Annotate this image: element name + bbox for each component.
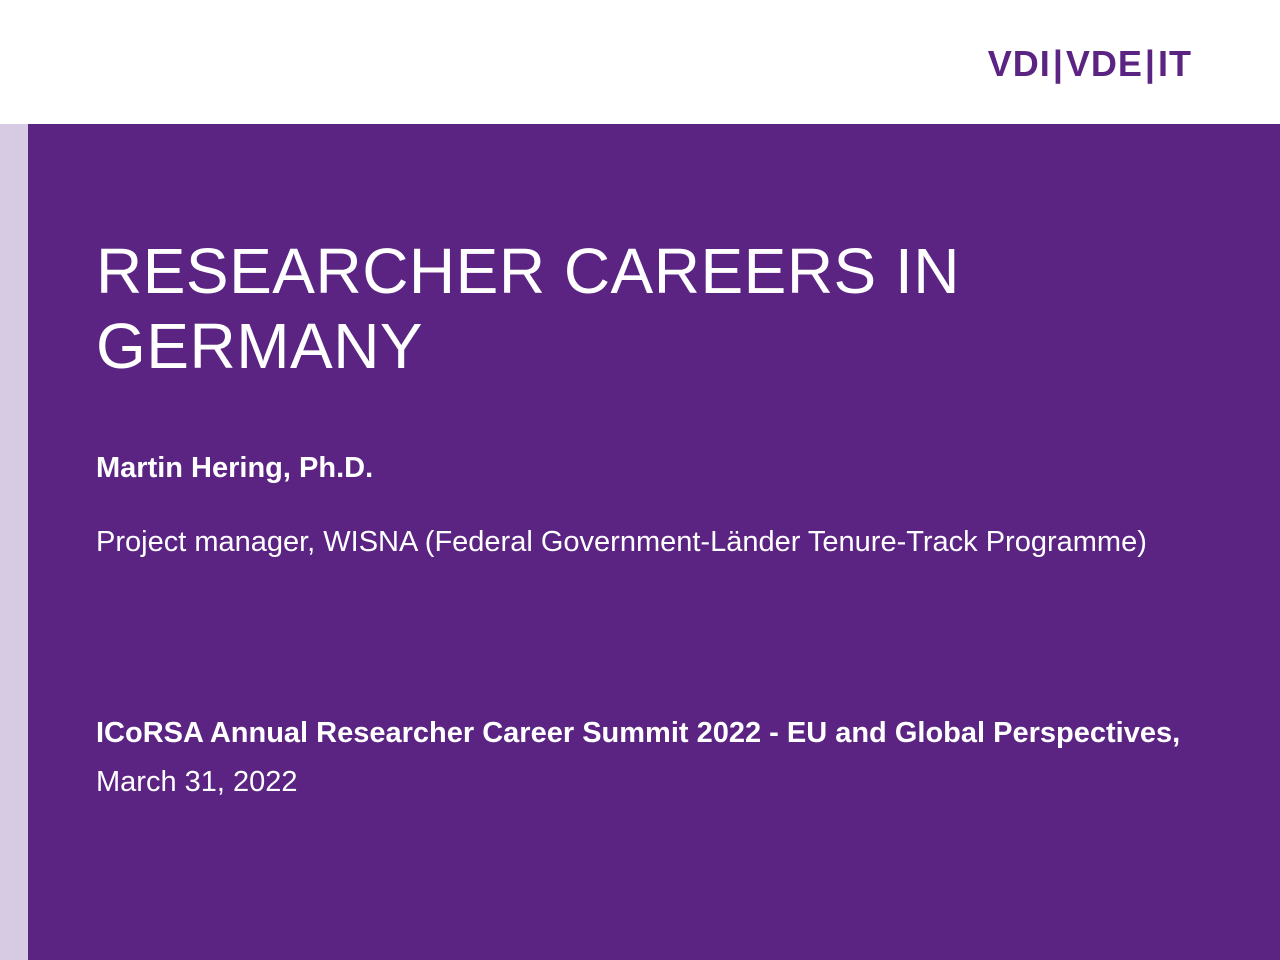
left-accent-strip [0,124,28,960]
vdi-vde-it-logo [987,43,1192,84]
page-title: RESEARCHER CAREERS IN GERMANY [96,235,960,382]
event-name: ICoRSA Annual Researcher Career Summit 2022 - EU and Global Perspectives, [96,717,1181,749]
logo-part-vdi: VDI [987,43,1051,84]
logo-part-vde: VDE [1065,43,1143,84]
event-date: March 31, 2022 [96,765,298,798]
logo-part-it: IT [1158,43,1192,84]
logo-separator-2: | [1144,43,1156,84]
presenter-role: Project manager, WISNA (Federal Government-Länder Tenure-Track Programme) [96,526,1147,558]
presenter-name: Martin Hering, Ph.D. [96,452,374,484]
slide-body-panel [28,124,1280,960]
event-info [96,709,1206,806]
slide-content [96,124,1216,960]
logo-separator-1: | [1052,43,1064,84]
slide-header [0,0,1280,124]
